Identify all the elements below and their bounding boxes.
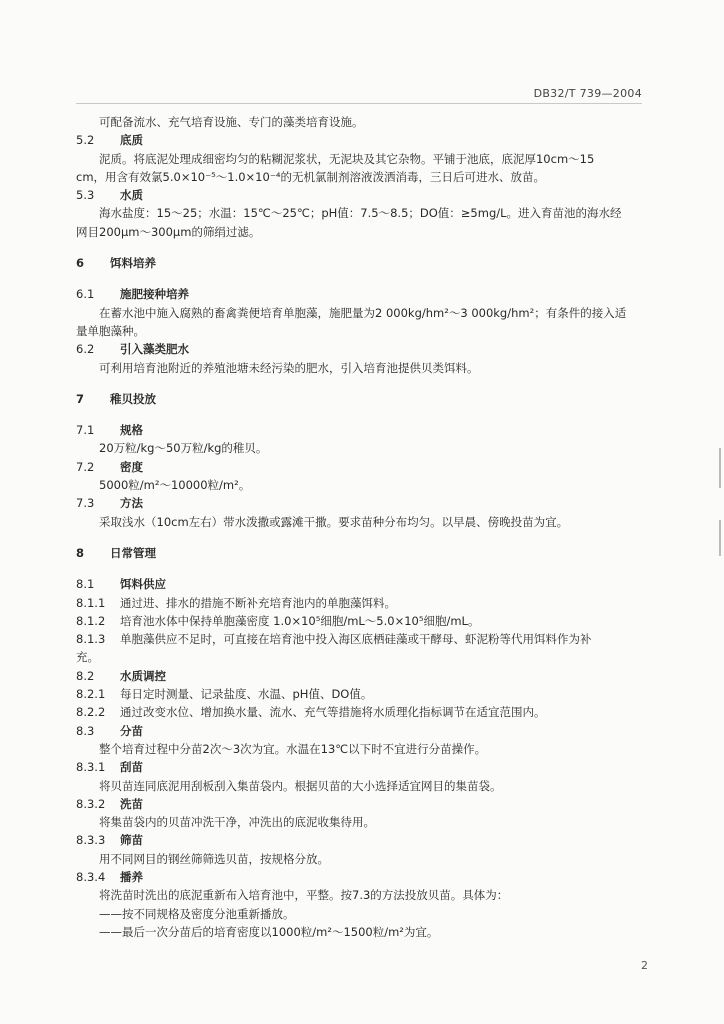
subsection-heading <box>76 831 642 849</box>
clause-text: 单胞藻供应不足时，可直接在培育池中投入海区底栖硅藻或干酵母、虾泥粉等代用饵料作为补 <box>120 632 592 647</box>
list-item: ——最后一次分苗后的培育密度以1000粒/m²～1500粒/m²为宜。 <box>99 924 439 939</box>
paragraph-line: 将贝苗连同底泥用刮板刮入集苗袋内。根据贝苗的大小选择适宜网目的集苗袋。 <box>99 778 502 793</box>
heading-number: 7.3 <box>76 496 95 511</box>
section-gap <box>76 531 642 544</box>
heading-number: 8.3.2 <box>76 796 106 811</box>
scan-edge-mark <box>719 448 721 488</box>
paragraph-line: 20万粒/kg～50万粒/kg的稚贝。 <box>99 441 268 456</box>
heading-number: 8.2 <box>76 668 95 683</box>
heading-title: 水质 <box>120 188 143 203</box>
subsection-heading <box>76 421 642 439</box>
heading-title: 密度 <box>120 459 143 474</box>
subsection-heading <box>76 758 642 776</box>
heading-title: 筛苗 <box>120 833 143 848</box>
subsection-heading <box>76 868 642 886</box>
section-gap <box>76 272 642 285</box>
clause-number: 8.1.2 <box>76 613 106 628</box>
subsection-heading <box>76 340 642 358</box>
subsection-heading <box>76 667 642 685</box>
section-gap <box>76 562 642 575</box>
heading-title: 底质 <box>120 133 143 148</box>
list-item: ——按不同规格及密度分池重新播放。 <box>99 906 295 921</box>
header-rule <box>76 103 642 104</box>
subsection-heading <box>76 795 642 813</box>
numbered-clause <box>76 594 642 612</box>
heading-title: 饵料培养 <box>110 256 156 271</box>
heading-title: 日常管理 <box>110 545 156 560</box>
paragraph-line: 将集苗袋内的贝苗冲洗干净，冲洗出的底泥收集待用。 <box>99 815 375 830</box>
paragraph-line: 可利用培育池附近的养殖池塘未经污染的肥水，引入培育池提供贝类饵料。 <box>99 360 479 375</box>
heading-title: 规格 <box>120 423 143 438</box>
heading-number: 6 <box>76 256 85 271</box>
subsection-heading <box>76 285 642 303</box>
paragraph-line: 采取浅水（10cm左右）带水泼撒或露滩干撒。要求苗种分布均匀。以早晨、傍晚投苗为宜。 <box>99 514 569 529</box>
clause-number: 8.1.3 <box>76 632 106 647</box>
clause-text: 培育池水体中保持单胞藻密度 1.0×10⁵细胞/mL～5.0×10⁵细胞/mL。 <box>120 613 480 628</box>
heading-number: 8 <box>76 545 85 560</box>
section-heading <box>76 544 642 562</box>
clause-text: 每日定时测量、记录盐度、水温、pH值、DO值。 <box>120 687 373 702</box>
paragraph-line: 整个培育过程中分苗2次～3次为宜。水温在13℃以下时不宜进行分苗操作。 <box>99 741 487 756</box>
clause-number: 8.2.1 <box>76 687 106 702</box>
heading-number: 7 <box>76 391 85 406</box>
numbered-clause <box>76 685 642 703</box>
scan-edge-mark <box>719 520 721 556</box>
heading-number: 8.3.3 <box>76 833 106 848</box>
clause-number: 8.2.2 <box>76 705 106 720</box>
heading-number: 8.3 <box>76 723 95 738</box>
numbered-clause <box>76 703 642 721</box>
heading-title: 洗苗 <box>120 796 143 811</box>
heading-number: 5.3 <box>76 188 95 203</box>
paragraph-line: 海水盐度：15～25；水温：15℃～25℃；pH值：7.5～8.5；DO值：≥5mg/L。进入育苗池的海水经 <box>99 206 622 221</box>
section-heading <box>76 254 642 272</box>
section-gap <box>76 241 642 254</box>
heading-title: 播养 <box>120 869 143 884</box>
paragraph-line: 用不同网目的钢丝筛筛选贝苗，按规格分放。 <box>99 851 329 866</box>
heading-title: 分苗 <box>120 723 143 738</box>
document-code-header: DB32/T 739—2004 <box>533 87 642 100</box>
heading-title: 刮苗 <box>120 760 143 775</box>
clause-text: 通过改变水位、增加换水量、流水、充气等措施将水质理化指标调节在适宜范围内。 <box>120 705 546 720</box>
paragraph-line: 量单胞藻种。 <box>76 323 145 338</box>
paragraph-line: 将洗苗时洗出的底泥重新布入培育池中，平整。按7.3的方法投放贝苗。具体为： <box>99 888 509 903</box>
heading-title: 方法 <box>120 496 143 511</box>
paragraph-line: 泥质。将底泥处理成细密均匀的粘糊泥浆状，无泥块及其它杂物。平铺于池底，底泥厚10cm～15 <box>99 151 595 166</box>
heading-number: 8.3.1 <box>76 760 106 775</box>
heading-title: 引入藻类肥水 <box>120 342 189 357</box>
heading-number: 6.2 <box>76 342 95 357</box>
heading-title: 稚贝投放 <box>110 391 156 406</box>
section-heading <box>76 390 642 408</box>
heading-number: 7.1 <box>76 423 95 438</box>
paragraph-line: 充。 <box>76 650 99 665</box>
paragraph-line: cm，用含有效氯5.0×10⁻⁵～1.0×10⁻⁴的无机氯制剂溶液泼洒消毒，三日后可进水、放苗。 <box>76 169 545 184</box>
subsection-heading <box>76 494 642 512</box>
heading-title: 施肥接种培养 <box>120 287 189 302</box>
numbered-clause <box>76 630 642 648</box>
heading-number: 8.3.4 <box>76 869 106 884</box>
heading-number: 6.1 <box>76 287 95 302</box>
paragraph-line: 5000粒/m²～10000粒/m²。 <box>99 478 251 493</box>
subsection-heading <box>76 722 642 740</box>
numbered-clause <box>76 612 642 630</box>
paragraph-line: 网目200μm～300μm的筛绢过滤。 <box>76 224 261 239</box>
clause-text: 通过进、排水的措施不断补充培育池内的单胞藻饵料。 <box>120 595 396 610</box>
section-gap <box>76 377 642 390</box>
document-body <box>76 113 642 941</box>
heading-number: 8.1 <box>76 577 95 592</box>
page-number: 2 <box>641 959 648 972</box>
heading-number: 7.2 <box>76 459 95 474</box>
heading-title: 水质调控 <box>120 668 166 683</box>
subsection-heading <box>76 575 642 593</box>
heading-title: 饵料供应 <box>120 577 166 592</box>
clause-number: 8.1.1 <box>76 595 106 610</box>
section-gap <box>76 408 642 421</box>
subsection-heading <box>76 186 642 204</box>
heading-number: 5.2 <box>76 133 95 148</box>
paragraph-line: 可配备流水、充气培育设施、专门的藻类培育设施。 <box>99 115 364 129</box>
subsection-heading <box>76 458 642 476</box>
subsection-heading <box>76 131 642 149</box>
paragraph-line: 在蓄水池中施入腐熟的畜禽粪便培育单胞藻，施肥量为2 000kg/hm²～3 000kg/hm²；有条件的接入适 <box>99 305 627 320</box>
